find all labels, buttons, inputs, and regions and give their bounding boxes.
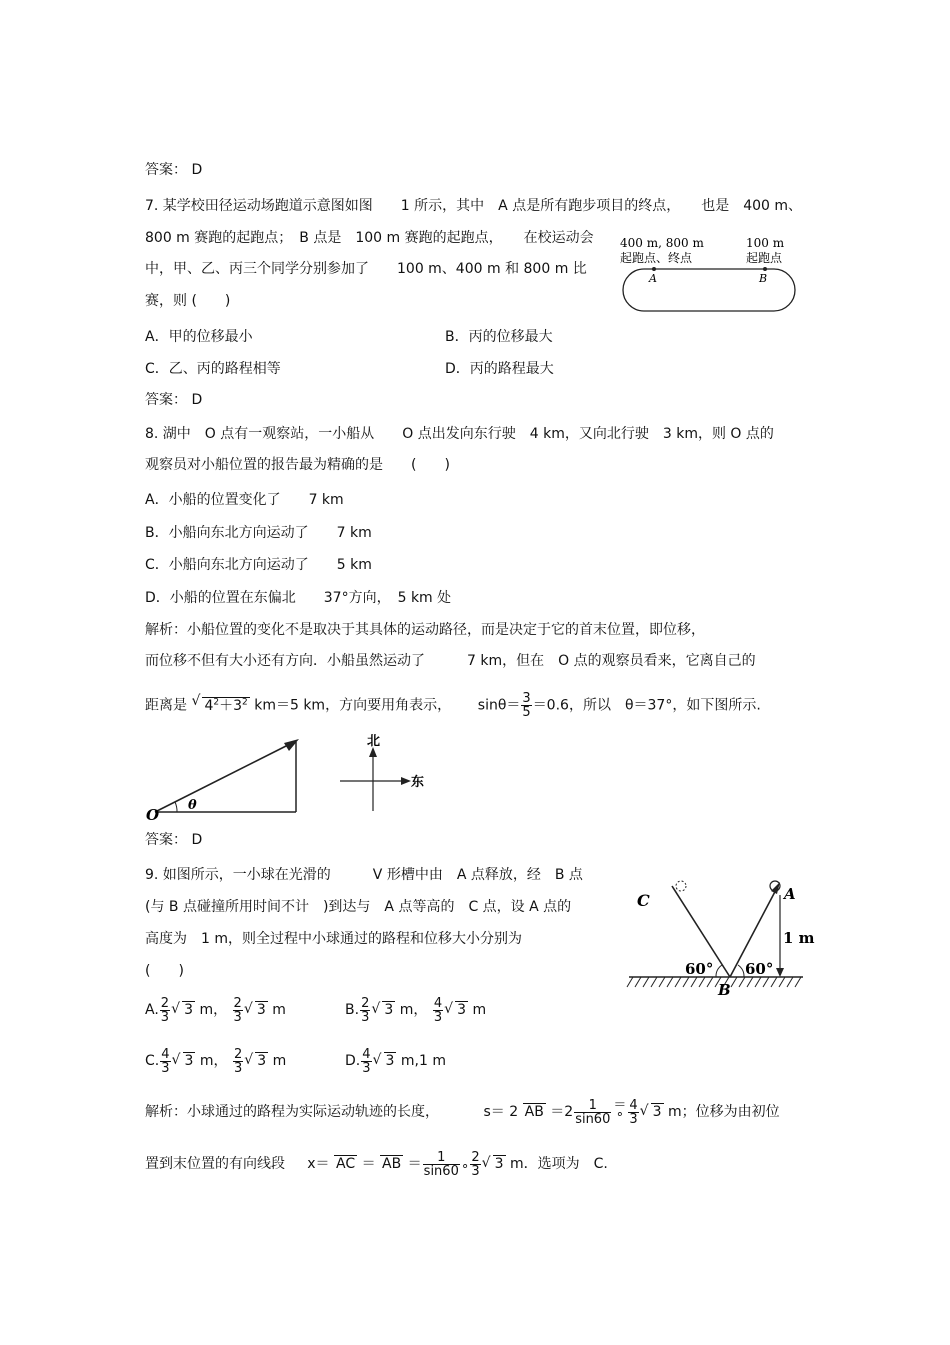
point-b-label: B xyxy=(718,981,731,999)
degree-eq xyxy=(462,1151,469,1177)
q7-line-4: 赛，则 ( ) xyxy=(145,293,231,309)
path-arrow-head xyxy=(771,882,780,894)
q7-option-a: A．甲的位移最小 xyxy=(145,329,253,345)
q9-option-d xyxy=(345,1047,446,1075)
q7-line-1: 7. 某学校田径运动场跑道示意图如图 1 所示，其中 A 点是所有跑步项目的终点， 也是 400 m、 xyxy=(145,198,802,214)
fraction xyxy=(160,1048,170,1075)
denominator: 3 xyxy=(362,1060,371,1076)
fraction xyxy=(628,1099,638,1126)
point-c-label: C xyxy=(637,891,650,910)
fraction xyxy=(574,1099,611,1126)
q7-line-3: 中，甲、乙、丙三个同学分别参加了 100 m、400 m 和 800 m 比 xyxy=(145,261,587,277)
q9-line-2: (与 B 点碰撞所用时间不计 )到达与 A 点等高的 C 点，设 A 点的 xyxy=(145,899,572,915)
q8-option-c: C．小船向东北方向运动了 5 km xyxy=(145,557,372,573)
radicand: 3 xyxy=(385,1053,395,1069)
fraction-3-5 xyxy=(521,692,531,719)
numerator: 2 xyxy=(471,1149,480,1165)
fraction xyxy=(160,997,170,1024)
unit: m xyxy=(472,1002,487,1018)
q7-line-2: 800 m 赛跑的起跑点； B 点是 100 m 赛跑的起跑点， 在校运动会 xyxy=(145,230,594,246)
angle-label-left: 60° xyxy=(685,960,714,978)
fraction xyxy=(361,1048,371,1075)
q8-option-a: A．小船的位置变化了 7 km xyxy=(145,492,344,508)
q9-analysis-1 xyxy=(145,1098,780,1126)
point-b-label: B xyxy=(759,272,768,285)
angle-arc-right xyxy=(738,965,744,977)
fraction xyxy=(233,997,243,1024)
arc-ab: AB xyxy=(524,1104,544,1120)
point-a-label: A xyxy=(649,272,657,285)
sqrt xyxy=(171,996,195,1024)
east-arrow-head xyxy=(401,777,411,785)
denominator: 3 xyxy=(161,1060,170,1076)
q7-option-b: B．丙的位移最大 xyxy=(445,329,553,345)
sqrt xyxy=(373,1047,397,1075)
angle-label-right: 60° xyxy=(745,960,774,978)
ball-at-c xyxy=(676,881,686,891)
radicand: 3 xyxy=(652,1104,662,1120)
q9-line-3: 高度为 1 m，则全过程中小球通过的路程和位移大小分别为 xyxy=(145,931,522,947)
answer-label: 答案： xyxy=(145,392,187,408)
option-prefix: C. xyxy=(145,1053,160,1069)
q8-line-2: 观察员对小船位置的报告最为精确的是 ( ) xyxy=(145,457,450,473)
height-label: 1 m xyxy=(783,929,815,947)
height-arrow-head xyxy=(776,968,784,977)
numerator: 2 xyxy=(361,995,370,1011)
numerator: 4 xyxy=(362,1046,371,1062)
track-diagram xyxy=(615,234,805,316)
east-label: 东 xyxy=(411,775,425,790)
q8-line-1: 8. 湖中 O 点有一观察站，一小船从 O 点出发向东行驶 4 km，又向北行驶 3 km，则 O 点的 xyxy=(145,426,774,442)
q7-option-c: C．乙、丙的路程相等 xyxy=(145,361,281,377)
answer-label: 答案： xyxy=(145,832,187,848)
text: ＝ xyxy=(407,1156,422,1172)
angle-arc xyxy=(175,802,177,812)
radicand: 3 xyxy=(257,1053,267,1069)
answer-value: D xyxy=(191,392,203,408)
origin-label: O xyxy=(146,806,160,824)
track-label-2b: 起跑点 xyxy=(746,251,783,265)
theta-label: θ xyxy=(188,798,197,813)
text: m；位移为由初位 xyxy=(668,1104,780,1120)
text: 置到末位置的有向线段 xyxy=(145,1156,285,1172)
track-label-1a: 400 m, 800 m xyxy=(620,236,704,250)
base-2: 3 xyxy=(233,697,243,714)
denominator: 5 xyxy=(522,705,531,721)
numerator: 2 xyxy=(160,995,170,1011)
track-label-1b: 起跑点、终点 xyxy=(620,251,693,265)
point-b-dot xyxy=(763,267,767,271)
vector-ab: AB xyxy=(382,1156,402,1172)
denominator: 3 xyxy=(160,1009,170,1025)
sqrt xyxy=(244,1047,268,1075)
numerator: 3 xyxy=(522,691,531,707)
numerator: 2 xyxy=(233,1046,243,1062)
denominator: 3 xyxy=(361,1009,370,1025)
equals: ＝ xyxy=(613,1098,627,1113)
q9-line-1: 9. 如图所示，一小球在光滑的 V 形槽中由 A 点释放，经 B 点 xyxy=(145,867,583,883)
numerator: 1 xyxy=(423,1151,460,1165)
unit: m,1 m xyxy=(400,1053,446,1069)
q9-option-b xyxy=(345,996,486,1024)
q8-analysis-2: 而位移不但有大小还有方向．小船虽然运动了 7 km，但在 O 点的观察员看来，它离自己的 xyxy=(145,653,756,669)
q8-analysis-3 xyxy=(145,692,761,719)
sqrt xyxy=(244,996,268,1024)
q7-option-d: D．丙的路程最大 xyxy=(445,361,554,377)
plus-sign: ＋ xyxy=(219,697,234,714)
degree: ° xyxy=(461,1163,469,1178)
radicand: 3 xyxy=(457,1002,467,1018)
q9-option-c xyxy=(145,1047,286,1075)
numerator: 4 xyxy=(629,1097,638,1113)
option-prefix: D. xyxy=(345,1053,361,1069)
q8-analysis-1: 解析：小船位置的变化不是取决于其具体的运动路径，而是决定于它的首末位置，即位移， xyxy=(145,622,705,638)
compass-diagram xyxy=(335,733,430,813)
answer-7 xyxy=(145,390,202,410)
radicand: 3 xyxy=(494,1156,504,1172)
numerator: 1 xyxy=(574,1099,611,1113)
exponent-2: 2 xyxy=(242,697,248,707)
denominator: 3 xyxy=(433,1009,443,1025)
sqrt xyxy=(172,1047,196,1075)
vector-ac: AC xyxy=(336,1156,356,1172)
unit: m， xyxy=(199,1002,228,1018)
answer-value: D xyxy=(191,162,203,178)
sqrt xyxy=(371,996,395,1024)
s-label: s＝ 2 xyxy=(483,1104,519,1120)
answer-6 xyxy=(145,160,202,180)
denominator: 3 xyxy=(233,1060,243,1076)
base-1: 4 xyxy=(204,697,214,714)
answer-label: 答案： xyxy=(145,162,187,178)
text: ＝0.6，所以 θ＝37°，如下图所示. xyxy=(532,697,761,714)
angle-arc-left xyxy=(716,965,722,977)
text: km＝5 km，方向要用角表示， xyxy=(254,697,452,714)
radicand: 3 xyxy=(256,1002,266,1018)
q8-option-d: D．小船的位置在东偏北 37°方向， 5 km 处 xyxy=(145,590,452,606)
exponent-1: 2 xyxy=(213,697,220,707)
option-prefix: A. xyxy=(145,1002,159,1018)
denominator: 3 xyxy=(233,1009,242,1025)
answer-value: D xyxy=(191,832,203,848)
radicand: 3 xyxy=(184,1002,193,1018)
q9-option-a xyxy=(145,996,286,1024)
unit: m xyxy=(272,1002,286,1018)
denominator: 3 xyxy=(629,1111,638,1127)
sqrt-expression xyxy=(191,692,249,716)
q9-analysis-2 xyxy=(145,1150,608,1178)
north-label: 北 xyxy=(367,734,381,749)
track-label-2a: 100 m xyxy=(746,236,785,250)
sqrt xyxy=(482,1150,506,1178)
fraction xyxy=(470,1151,480,1178)
unit: m， xyxy=(199,1053,228,1069)
answer-8 xyxy=(145,830,202,850)
fraction xyxy=(360,997,370,1024)
numerator: 2 xyxy=(233,995,242,1011)
unit: m， xyxy=(399,1002,428,1018)
sin-label: sinθ＝ xyxy=(477,697,521,714)
point-a-dot xyxy=(652,267,656,271)
radicand: 3 xyxy=(384,1002,394,1018)
text: 解析：小球通过的路程为实际运动轨迹的长度， xyxy=(145,1104,439,1120)
q9-line-4: ( ) xyxy=(145,963,184,979)
option-prefix: B. xyxy=(345,1002,360,1018)
sqrt xyxy=(444,996,468,1024)
ground-hatch xyxy=(627,977,801,987)
point-a-label: A xyxy=(784,885,796,903)
text: m．选项为 C. xyxy=(510,1156,608,1172)
unit: m xyxy=(272,1053,287,1069)
text: 距离是 xyxy=(145,697,187,714)
fraction xyxy=(423,1151,460,1178)
x-label: x＝ xyxy=(307,1156,330,1172)
v-groove-diagram xyxy=(625,873,815,1000)
denominator: sin60 xyxy=(575,1111,611,1127)
q8-option-b: B．小船向东北方向运动了 7 km xyxy=(145,525,372,541)
numerator: 4 xyxy=(161,1046,170,1062)
denominator: 3 xyxy=(471,1163,480,1179)
text: ＝ xyxy=(361,1156,376,1172)
radicand: 3 xyxy=(184,1053,194,1069)
fraction xyxy=(433,997,443,1024)
degree: ° xyxy=(616,1111,624,1126)
sqrt xyxy=(640,1098,664,1126)
degree-eq xyxy=(613,1099,626,1125)
triangle-diagram xyxy=(143,735,303,824)
text: ＝2 xyxy=(550,1104,574,1120)
numerator: 4 xyxy=(433,995,443,1011)
fraction xyxy=(233,1048,243,1075)
hypotenuse-arrow xyxy=(155,742,294,812)
denominator: sin60 xyxy=(423,1163,459,1179)
